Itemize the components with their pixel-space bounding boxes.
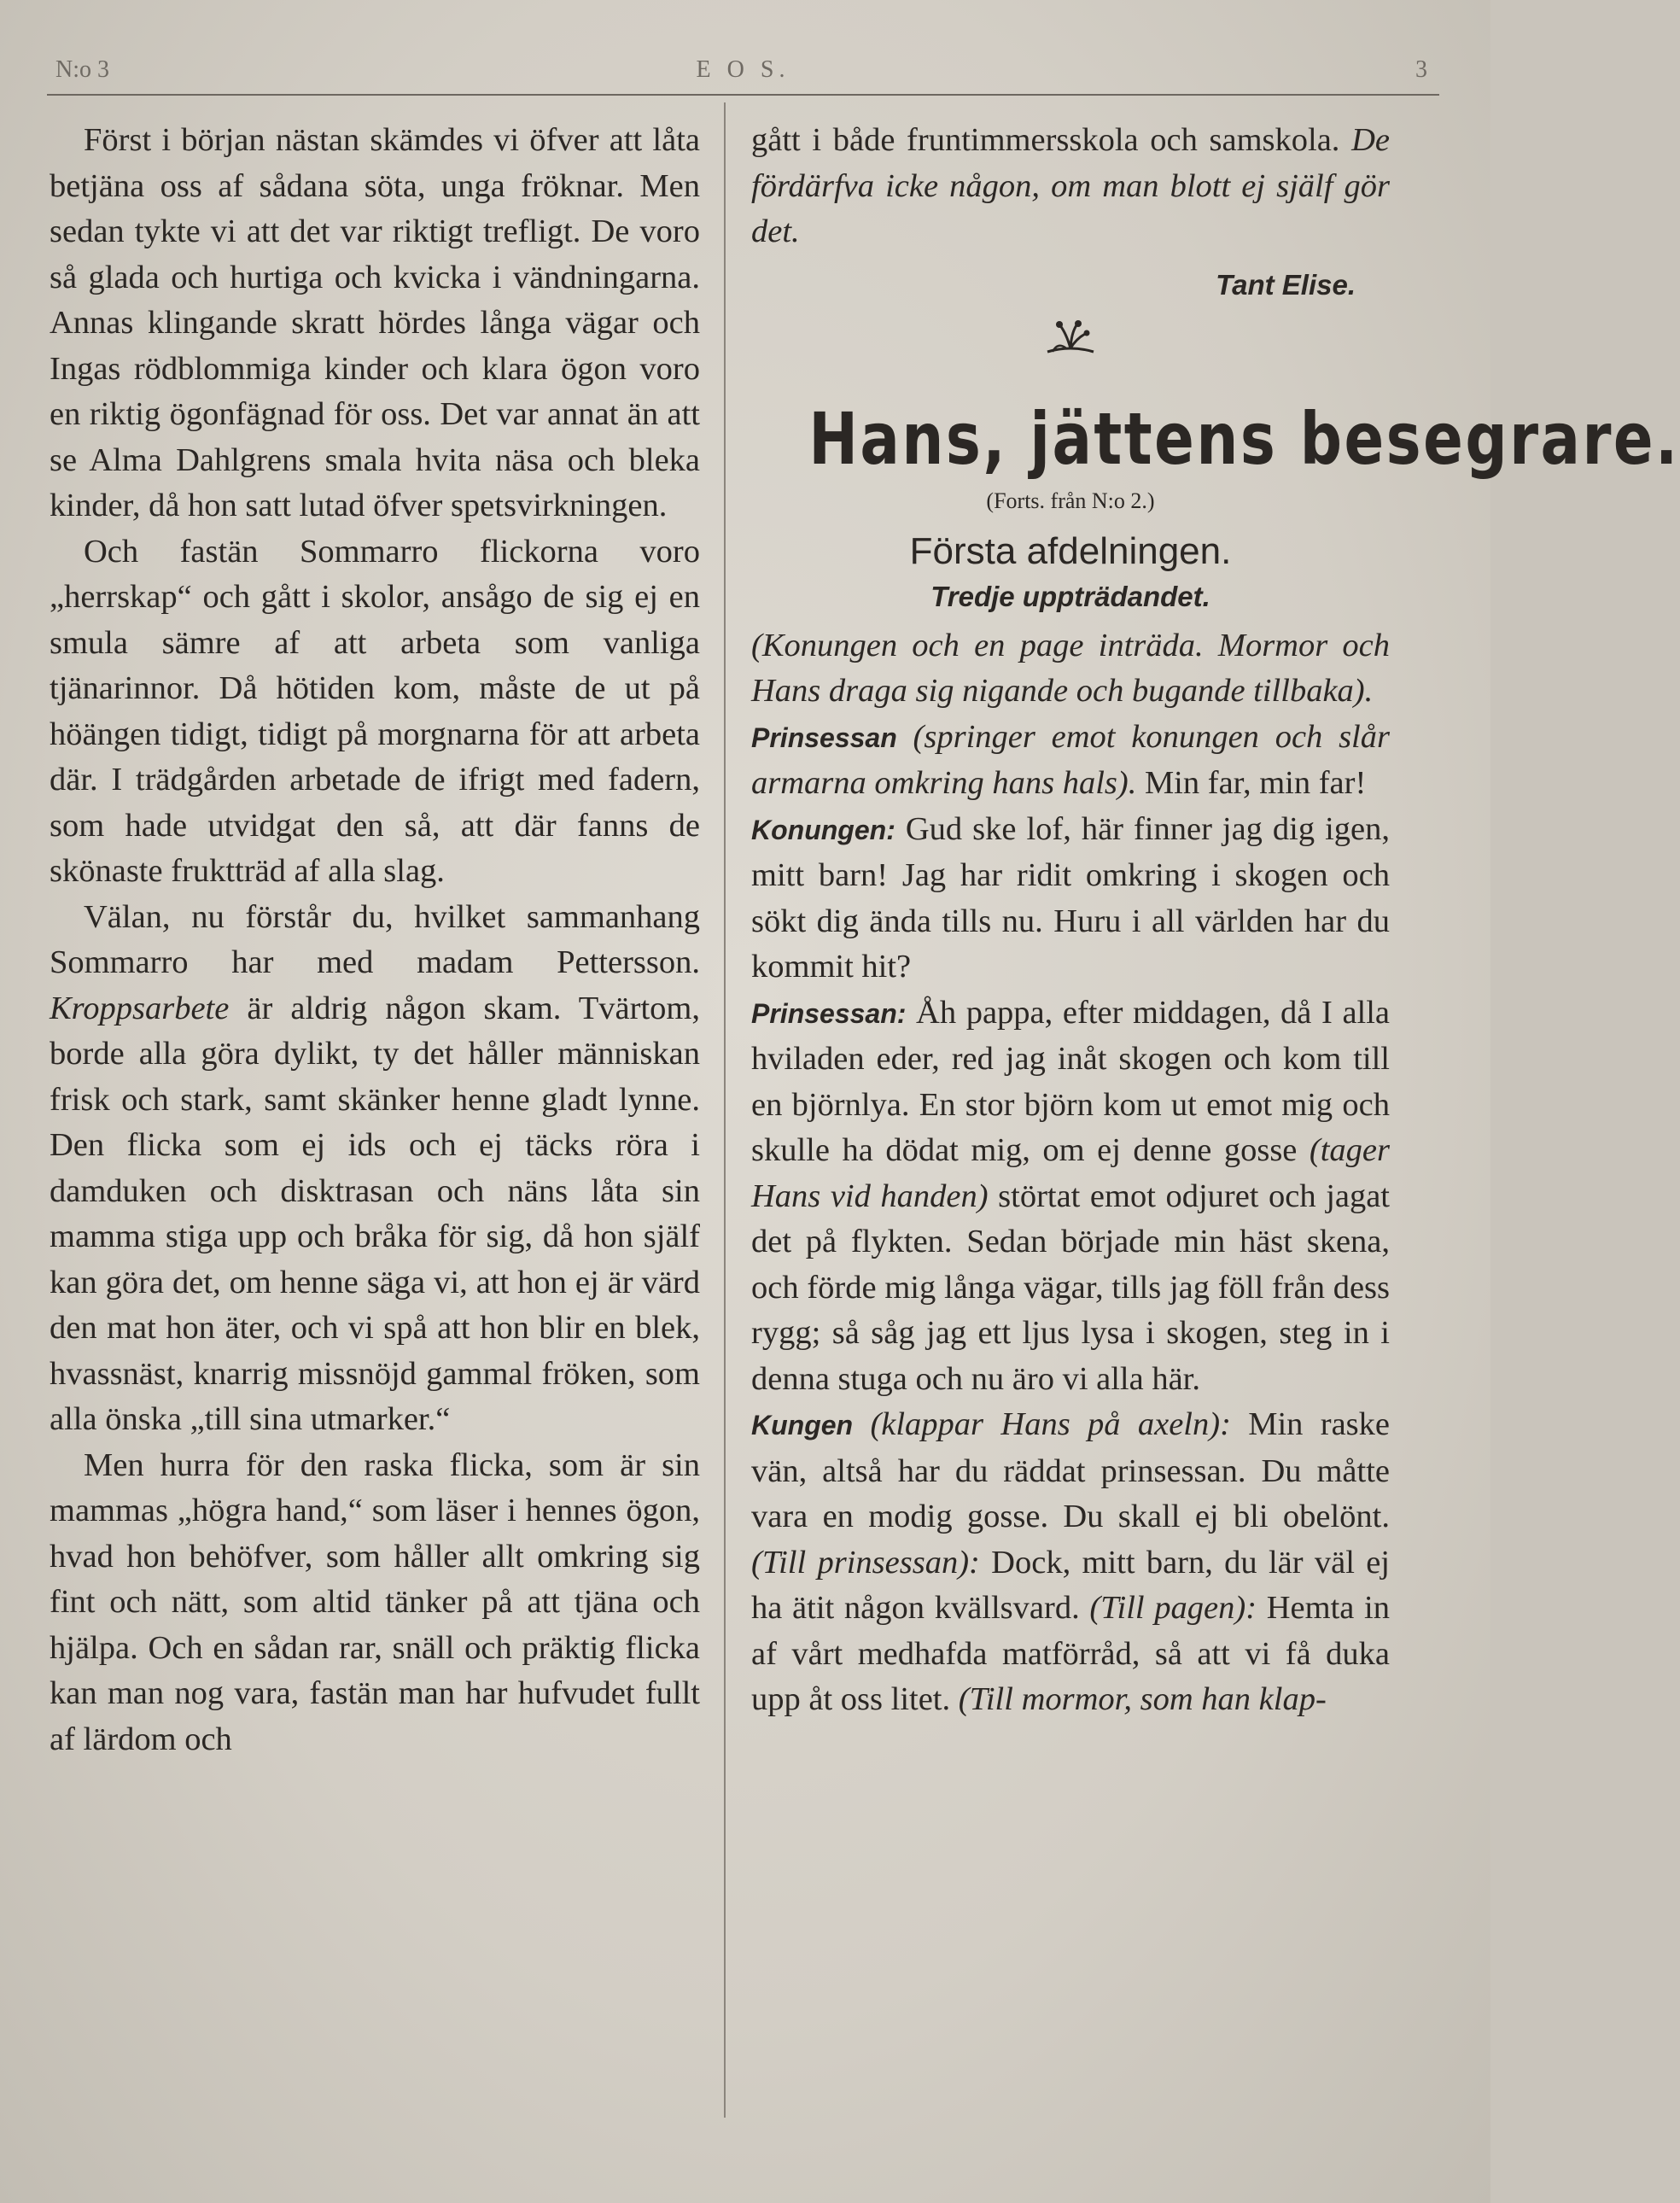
issue-number: N:o 3	[55, 56, 109, 83]
story-continuation-note: (Forts. från N:o 2.)	[986, 488, 1155, 513]
dialogue-line	[751, 1402, 1390, 1723]
dialogue-line	[751, 715, 1390, 807]
stage-direction: (tager Hans vid handen)	[751, 1132, 1390, 1214]
paragraph	[50, 895, 700, 1443]
paragraph: Och fastän Sommarro flickorna voro „herrskap“ och gått i skolor, ansågo de sig ej en smula sämre af att arbeta som vanliga tjänarinnor. Då hötiden kom, måste de ut på höängen tidigt, tidigt på morgnarna för att arbeta där. I trädgården arbetade de ifrigt med fadern, som hade utvidgat den så, att där fanns de skönaste fruktträd af alla slag.	[50, 533, 700, 889]
speaker-name: Prinsessan:	[751, 997, 907, 1029]
emphasis-text: De fördärfva icke någon, om man blott ej själf gör det.	[751, 122, 1390, 249]
paragraph: Men hurra för den raska flicka, som är sin mammas „högra hand,“ som läser i hennes ögon, hvad hon behöfver, som håller allt omkring sig fint och nätt, som altid tänker på att tjäna och hjälpa. Och en sådan rar, snäll och präktig flicka kan man nog vara, fastän man har hufvudet fullt af lärdom och	[50, 1446, 700, 1757]
page-header	[47, 51, 1439, 96]
left-column	[50, 118, 700, 1762]
dialogue-text: Gud ske lof, här finner jag dig igen, mitt barn! Jag har ridit omkring i skogen och sökt dig ända tills nu. Huru i all världen har du kommit hit?	[751, 810, 1391, 985]
flower-ornament-icon	[751, 319, 1390, 372]
dialogue-text: störtat emot odjuret och jagat det på flykten. Sedan började min häst skena, och förde mig långa vägar, tills jag föll från dess rygg; så såg jag ett ljus lysa i skogen, steg in i denna stuga och nu äro vi alla här.	[751, 1177, 1391, 1397]
section-heading: Första afdelningen.	[909, 529, 1232, 572]
column-divider	[724, 102, 726, 2118]
dialogue-line	[751, 807, 1390, 990]
stage-direction: (klappar Hans på axeln):	[870, 1406, 1231, 1442]
dialogue-text: Dock, mitt barn, du lär väl ej ha ätit någon kvällsvard.	[751, 1544, 1390, 1626]
paragraph-text: är aldrig någon skam. Tvärtom, borde alla göra dylikt, ty det håller människan frisk och stark, samt skänker henne gladt lynne. Den flicka som ej ids och ej täcks röra i damduken och disktrasan och näns låta sin mamma stiga upp och bråka för sig, då hon själf kan göra det, om henne säga vi, att hon ej är värd den mat hon äter, och vi spå att hon blir en blek, hvassnäst, knarrig missnöjd gammal fröken, som alla önska „till sina utmarker.“	[50, 990, 700, 1437]
page-number: 3	[1415, 56, 1427, 83]
speaker-name: Prinsessan	[751, 722, 897, 753]
dialogue-line	[751, 990, 1390, 1403]
dialogue-text: Hemta in af vårt medhafda matförråd, så att vi få duka upp åt oss litet.	[751, 1590, 1391, 1717]
speaker-name: Kungen	[751, 1410, 854, 1440]
stage-direction: (Till mormor, som han klap-	[958, 1681, 1327, 1717]
paragraph	[751, 118, 1390, 255]
speaker-name: Konungen:	[751, 814, 895, 845]
paragraph: Först i början nästan skämdes vi öfver att låta betjäna oss af sådana söta, unga fröknar. Men sedan tykte vi att det var riktigt trefligt. De voro så glada och hurtiga och kvicka i vändningarna. Annas klingande skratt hördes långa vägar och Ingas rödblommiga kinder och klara ögon voro en riktig ögonfägnad för oss. Det var annat än att se Alma Dahlgrens smala hvita näsa och bleka kinder, då hon satt lutad öfver spetsvirkningen.	[50, 122, 700, 523]
dialogue-text: Åh pappa, efter middagen, då I alla hviladen eder, red jag inåt skogen och kom till en björnlya. En stor björn kom ut emot mig och skulle ha dödat mig, om ej denne gosse	[751, 994, 1391, 1168]
publication-title: E O S.	[696, 56, 790, 83]
stage-direction: (Till pagen):	[1089, 1590, 1257, 1626]
dialogue-text: Min far, min far!	[1144, 765, 1367, 801]
dialogue-text: Min raske vän, altså har du räddat prinsessan. Du måtte vara en modig gosse. Du skall ej bli obelönt.	[751, 1406, 1391, 1534]
paragraph-text: Välan, nu förstår du, hvilket sammanhang Sommarro har med madam Pettersson.	[50, 898, 700, 980]
stage-direction: (Till prinsessan):	[751, 1544, 980, 1581]
right-column	[751, 118, 1680, 1723]
scene-heading: Tredje uppträdandet.	[930, 580, 1210, 612]
paragraph-text: gått i både fruntimmersskola och samskola.	[751, 122, 1340, 158]
stage-direction: (Konungen och en page inträda. Mormor och Hans draga sig nigande och bugande tillbaka).	[751, 627, 1390, 709]
emphasis-text: Kroppsarbete	[50, 990, 230, 1026]
stage-direction: (springer emot konungen och slår armarna omkring hans hals).	[751, 718, 1390, 801]
author-signature: Tant Elise.	[1216, 268, 1356, 301]
story-title: Hans, jättens besegrare.	[808, 396, 1680, 481]
